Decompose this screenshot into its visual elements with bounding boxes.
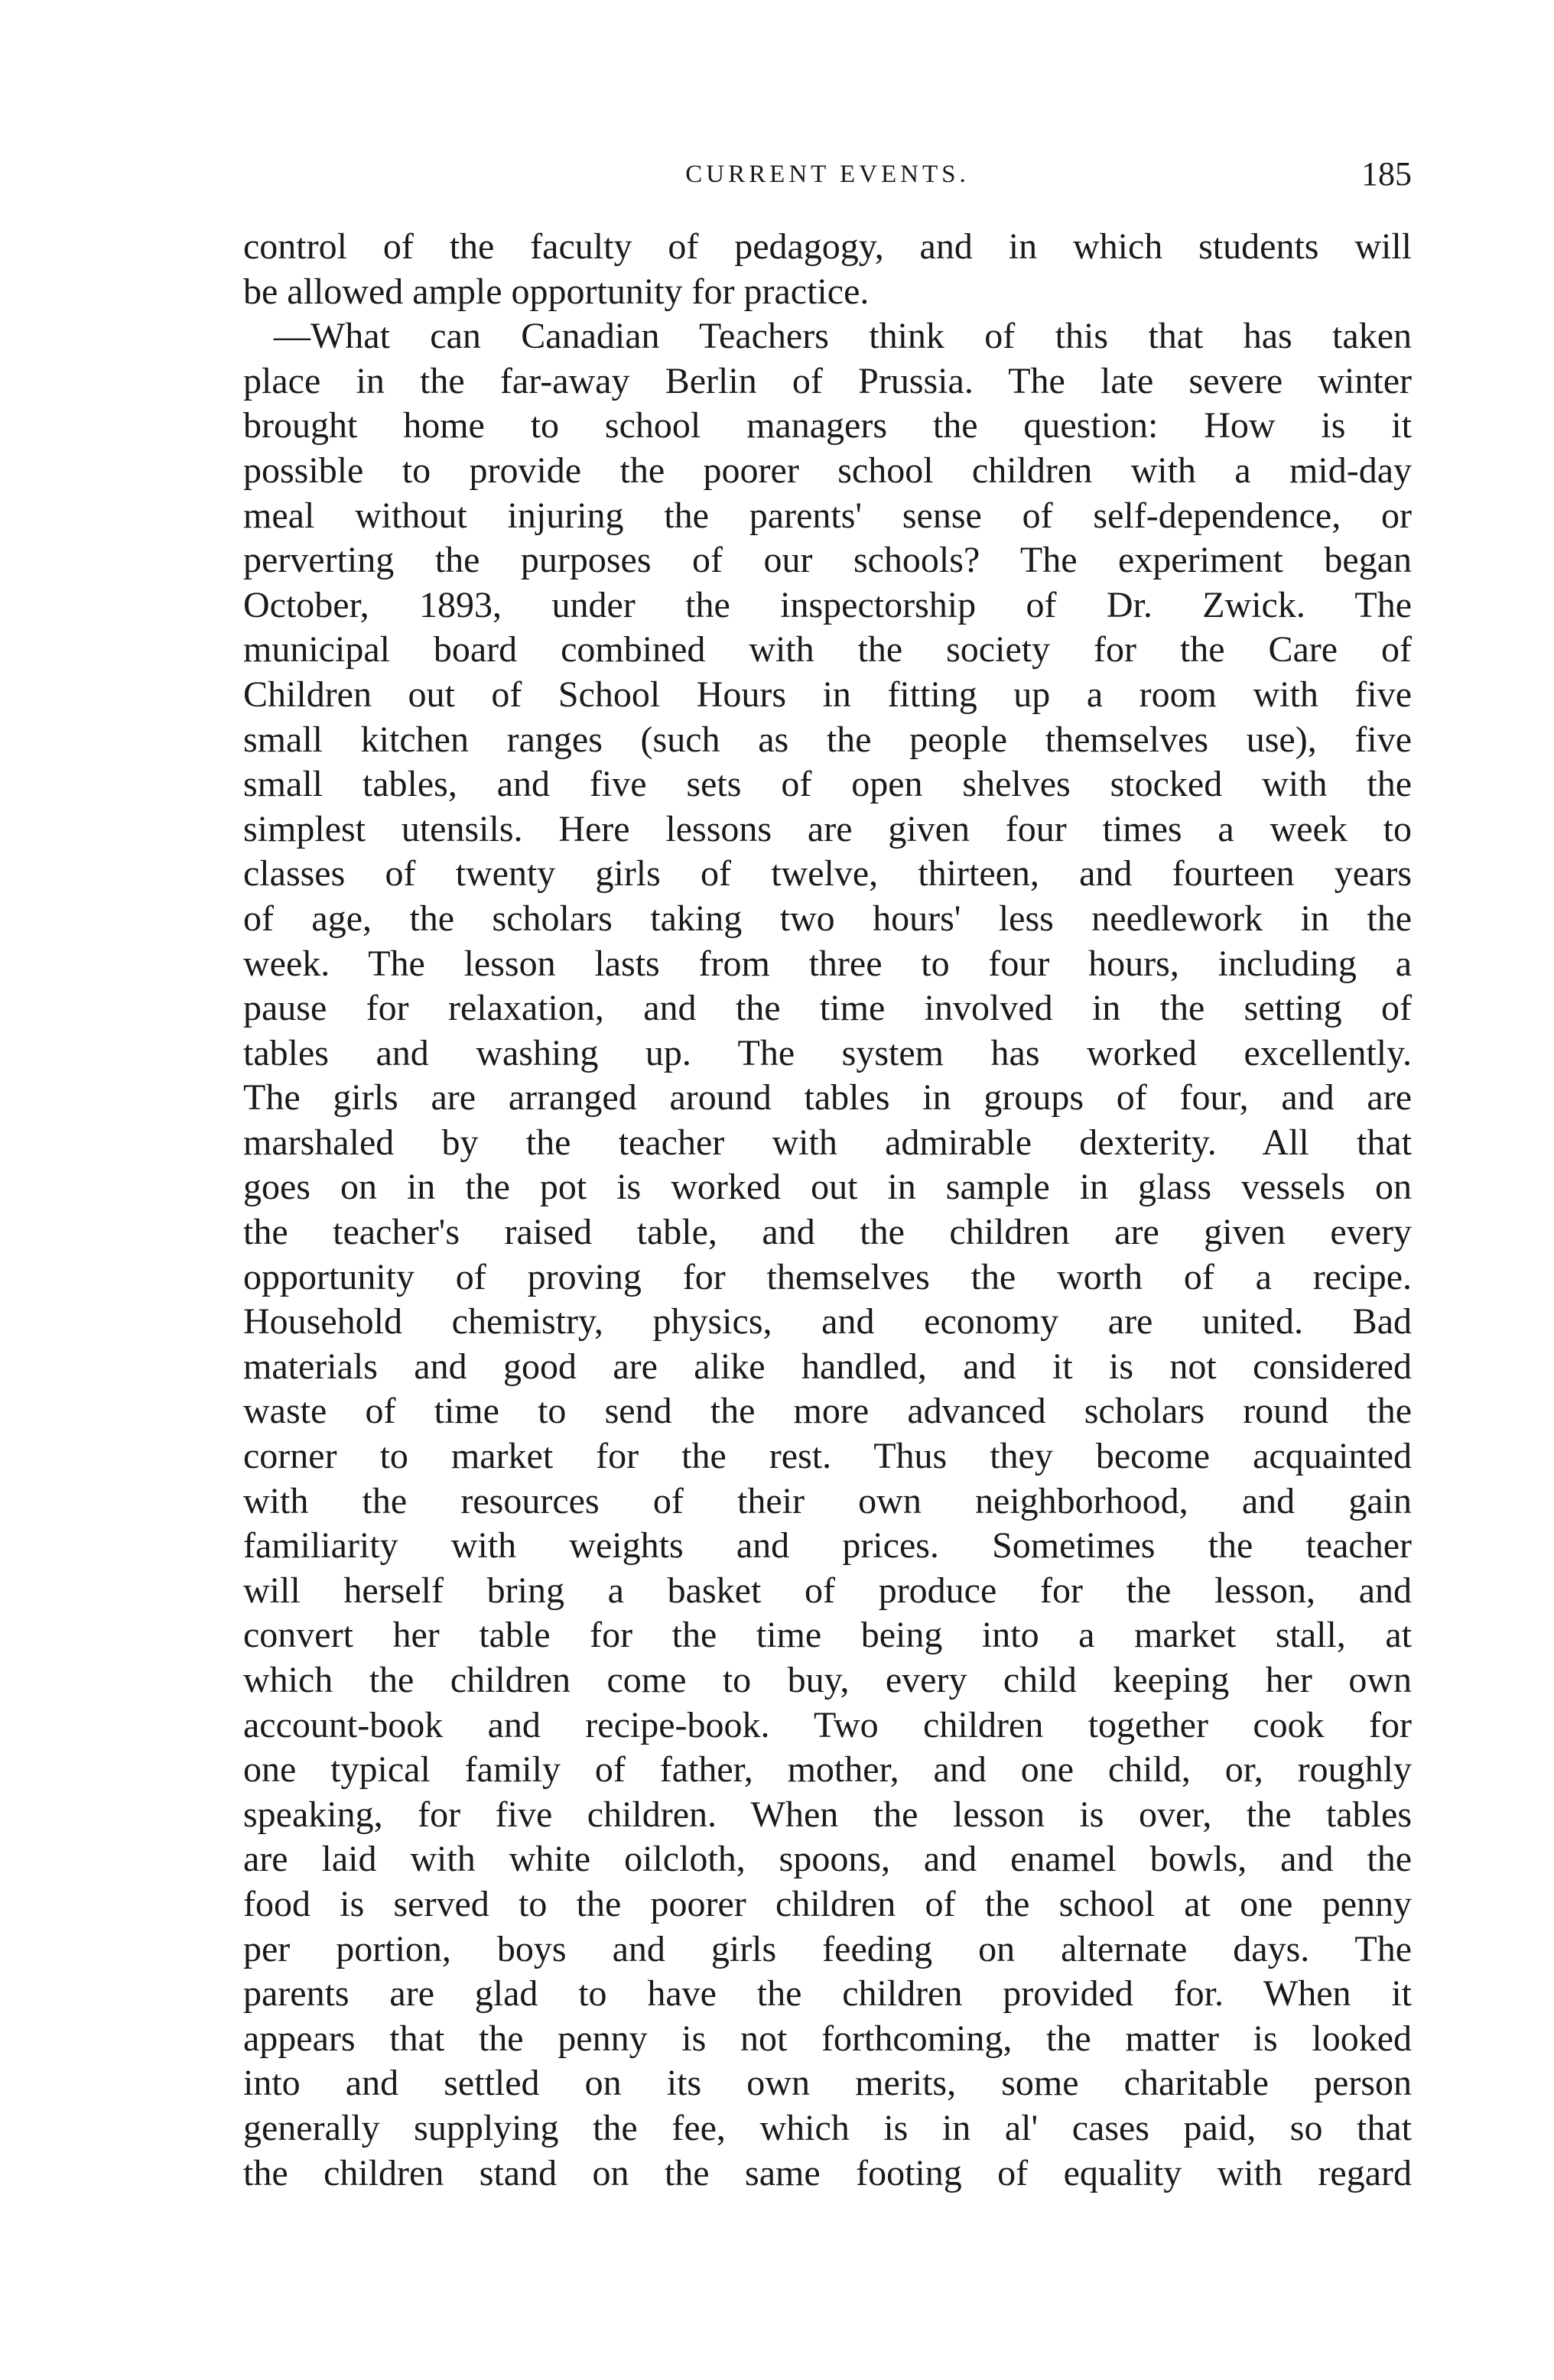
page-number: 185	[1361, 155, 1412, 193]
text-line: familiarity with weights and prices. Sometimes the teacher	[243, 1525, 1412, 1567]
text-line: generally supplying the fee, which is in al' cases paid, so that	[243, 2107, 1412, 2148]
text-line: possible to provide the poorer school children with a mid-day	[243, 450, 1412, 491]
text-line: place in the far-away Berlin of Prussia. The late severe winter	[243, 360, 1412, 401]
running-head	[243, 151, 1412, 197]
text-line: account-book and recipe-book. Two children together cook for	[243, 1704, 1412, 1745]
text-line: opportunity of proving for themselves the worth of a recipe.	[243, 1256, 1412, 1297]
text-line: Household chemistry, physics, and economy are united. Bad	[243, 1301, 1412, 1343]
text-line: tables and washing up. The system has worked excellently.	[243, 1032, 1412, 1073]
running-title: CURRENT EVENTS.	[685, 161, 970, 188]
text-line: October, 1893, under the inspectorship of Dr. Zwick. The	[243, 584, 1412, 625]
text-line: small kitchen ranges (such as the people themselves use), five	[243, 719, 1412, 760]
text-line: materials and good are alike handled, and it is not considered	[243, 1346, 1412, 1387]
text-line: perverting the purposes of our schools? The experiment began	[243, 540, 1412, 581]
text-line: which the children come to buy, every child keeping her own	[243, 1660, 1412, 1700]
text-line: brought home to school managers the question: How is it	[243, 405, 1412, 446]
text-line: parents are glad to have the children provided for. When it	[243, 1973, 1412, 2015]
text-line: one typical family of father, mother, and one child, or, roughly	[243, 1749, 1412, 1791]
text-line: per portion, boys and girls feeding on alternate days. The	[243, 1928, 1412, 1969]
text-line: meal without injuring the parents' sense of self-dependence, or	[243, 495, 1412, 536]
text-line: will herself bring a basket of produce for the lesson, and	[243, 1570, 1412, 1611]
text-line: appears that the penny is not forthcoming, the matter is looked	[243, 2018, 1412, 2059]
text-line: Children out of School Hours in fitting up a room with five	[243, 674, 1412, 715]
text-line: small tables, and five sets of open shelves stocked with the	[243, 764, 1412, 805]
text-line: marshaled by the teacher with admirable dexterity. All that	[243, 1122, 1412, 1163]
text-line: the children stand on the same footing of equality with regard	[243, 2152, 1412, 2193]
text-line: into and settled on its own merits, some charitable person	[243, 2063, 1412, 2104]
text-line: corner to market for the rest. Thus they become acquainted	[243, 1436, 1412, 1477]
text-line: with the resources of their own neighborhood, and gain	[243, 1480, 1412, 1521]
text-line: the teacher's raised table, and the children are given every	[243, 1212, 1412, 1253]
text-line: convert her table for the time being into a market stall, at	[243, 1615, 1412, 1656]
text-line: The girls are arranged around tables in groups of four, and are	[243, 1077, 1412, 1119]
text-line: be allowed ample opportunity for practice.	[243, 271, 870, 312]
text-line: —What can Canadian Teachers think of this that has taken	[274, 316, 1412, 357]
text-line: classes of twenty girls of twelve, thirteen, and fourteen years	[243, 853, 1412, 895]
body-text	[243, 225, 1412, 2196]
text-line: speaking, for five children. When the lesson is over, the tables	[243, 1794, 1412, 1835]
text-line: food is served to the poorer children of the school at one penny	[243, 1883, 1412, 1924]
text-line: waste of time to send the more advanced scholars round the	[243, 1391, 1412, 1432]
text-line: week. The lesson lasts from three to four hours, including a	[243, 943, 1412, 984]
text-line: pause for relaxation, and the time involved in the setting of	[243, 988, 1412, 1029]
text-line: are laid with white oilcloth, spoons, and enamel bowls, and the	[243, 1839, 1412, 1880]
text-line: of age, the scholars taking two hours' less needlework in the	[243, 898, 1412, 939]
text-line: simplest utensils. Here lessons are given four times a week to	[243, 808, 1412, 849]
text-line: goes on in the pot is worked out in sample in glass vessels on	[243, 1167, 1412, 1208]
text-line: control of the faculty of pedagogy, and in which students will	[243, 226, 1412, 267]
text-line: municipal board combined with the society for the Care of	[243, 629, 1412, 670]
